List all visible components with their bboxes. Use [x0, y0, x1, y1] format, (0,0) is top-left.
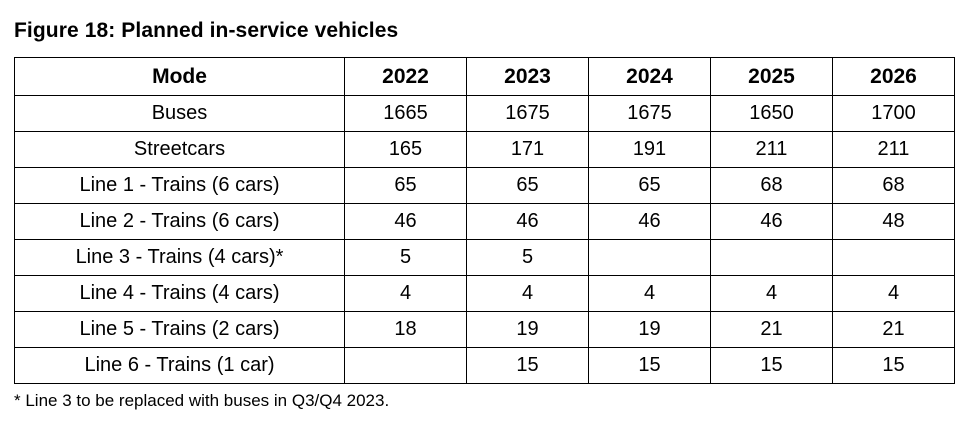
cell-value: 21: [833, 312, 955, 348]
planned-in-service-vehicles-table: [14, 57, 955, 384]
cell-value: [833, 240, 955, 276]
column-header-2026: 2026: [833, 58, 955, 96]
cell-value: 46: [711, 204, 833, 240]
row-label: Line 5 - Trains (2 cars): [15, 312, 345, 348]
cell-value: 1675: [467, 96, 589, 132]
cell-value: 4: [833, 276, 955, 312]
cell-value: 4: [711, 276, 833, 312]
column-header-2022: 2022: [345, 58, 467, 96]
cell-value: 46: [467, 204, 589, 240]
cell-value: 5: [467, 240, 589, 276]
cell-value: 48: [833, 204, 955, 240]
cell-value: 191: [589, 132, 711, 168]
cell-value: [589, 240, 711, 276]
cell-value: 19: [467, 312, 589, 348]
cell-value: 4: [345, 276, 467, 312]
cell-value: 19: [589, 312, 711, 348]
cell-value: 65: [345, 168, 467, 204]
table-row: [15, 132, 955, 168]
row-label: Line 2 - Trains (6 cars): [15, 204, 345, 240]
row-label: Line 1 - Trains (6 cars): [15, 168, 345, 204]
cell-value: 15: [589, 348, 711, 384]
table-footnote: * Line 3 to be replaced with buses in Q3/Q4 2023.: [14, 391, 390, 411]
cell-value: 211: [833, 132, 955, 168]
cell-value: 65: [589, 168, 711, 204]
table-row: [15, 168, 955, 204]
cell-value: [345, 348, 467, 384]
row-label: Streetcars: [15, 132, 345, 168]
cell-value: 15: [467, 348, 589, 384]
cell-value: 65: [467, 168, 589, 204]
cell-value: 18: [345, 312, 467, 348]
cell-value: [711, 240, 833, 276]
row-label: Line 6 - Trains (1 car): [15, 348, 345, 384]
row-label: Line 3 - Trains (4 cars)*: [15, 240, 345, 276]
page-title: Figure 18: Planned in-service vehicles: [14, 19, 399, 42]
table-row: [15, 204, 955, 240]
cell-value: 68: [711, 168, 833, 204]
cell-value: 171: [467, 132, 589, 168]
row-label: Buses: [15, 96, 345, 132]
cell-value: 1700: [833, 96, 955, 132]
cell-value: 211: [711, 132, 833, 168]
cell-value: 46: [345, 204, 467, 240]
table-row: [15, 96, 955, 132]
cell-value: 68: [833, 168, 955, 204]
cell-value: 5: [345, 240, 467, 276]
cell-value: 15: [711, 348, 833, 384]
table-header-row: [15, 58, 955, 96]
table-row: [15, 312, 955, 348]
column-header-2025: 2025: [711, 58, 833, 96]
cell-value: 4: [589, 276, 711, 312]
cell-value: 165: [345, 132, 467, 168]
cell-value: 1650: [711, 96, 833, 132]
cell-value: 1665: [345, 96, 467, 132]
table-row: [15, 240, 955, 276]
row-label: Line 4 - Trains (4 cars): [15, 276, 345, 312]
cell-value: 15: [833, 348, 955, 384]
cell-value: 4: [467, 276, 589, 312]
cell-value: 21: [711, 312, 833, 348]
cell-value: 1675: [589, 96, 711, 132]
column-header-2024: 2024: [589, 58, 711, 96]
cell-value: 46: [589, 204, 711, 240]
column-header-mode: Mode: [15, 58, 345, 96]
column-header-2023: 2023: [467, 58, 589, 96]
table-row: [15, 348, 955, 384]
table-row: [15, 276, 955, 312]
